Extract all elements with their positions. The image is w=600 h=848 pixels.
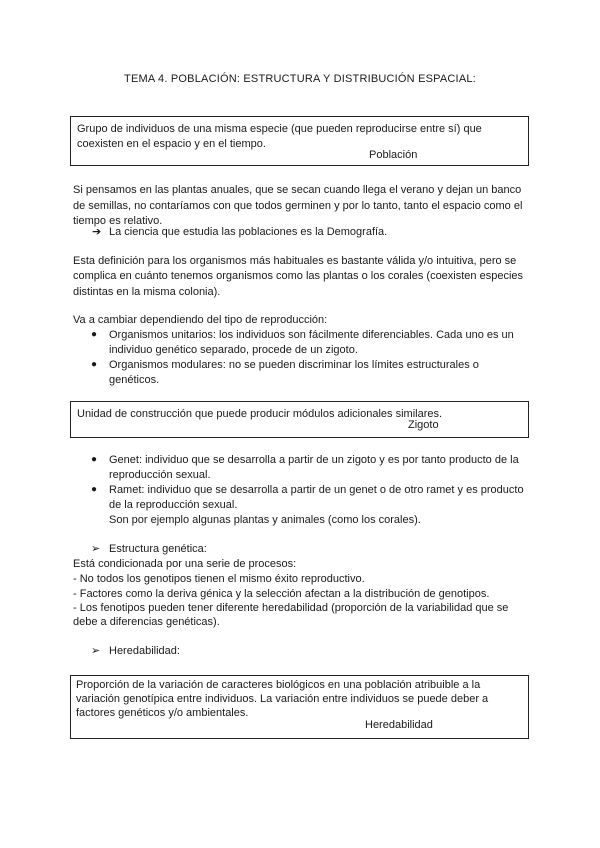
paragraph-line: tiempo es relativo. xyxy=(73,215,163,227)
bullet-text: Ramet: individuo que se desarrolla a partir de un genet o de otro ramet y es producto xyxy=(109,484,524,496)
list-line: - Factores como la deriva génica y la selección afectan a la distribución de genotipos. xyxy=(73,588,490,600)
bullet-text: Genet: individuo que se desarrolla a partir de un zigoto y es por tanto producto de la xyxy=(109,454,519,466)
definition-text: coexisten en el espacio y en el tiempo. xyxy=(77,138,266,150)
definition-text: Grupo de individuos de una misma especie (que pueden reproducirse entre sí) que xyxy=(77,123,482,135)
page-title: TEMA 4. POBLACIÓN: ESTRUCTURA Y DISTRIBUCIÓN ESPACIAL: xyxy=(124,73,476,85)
paragraph-line: Esta definición para los organismos más habituales es bastante válida y/o intuitiva, pero se xyxy=(73,255,517,267)
bullet-text: Organismos unitarios: los individuos son fácilmente diferenciables. Cada uno es un xyxy=(109,329,514,341)
paragraph-line: Si pensamos en las plantas anuales, que se secan cuando llega el verano y dejan un banco xyxy=(73,184,522,196)
definition-term: Heredabilidad xyxy=(365,719,433,731)
arrow-item-text: La ciencia que estudia las poblaciones es la Demografía. xyxy=(109,226,388,238)
definition-box-zigoto xyxy=(70,401,529,438)
arrow-right-icon: ➔ xyxy=(92,226,102,238)
section-heading: Heredabilidad: xyxy=(109,645,180,657)
arrowhead-icon: ➢ xyxy=(91,543,101,555)
bullet-text: genéticos. xyxy=(109,374,160,386)
paragraph-line: distintas en la misma colonia). xyxy=(73,286,221,298)
section-heading: Estructura genética: xyxy=(109,543,207,555)
bullet-text: Son por ejemplo algunas plantas y animales (como los corales). xyxy=(109,514,421,526)
bullet-text: de la reproducción sexual. xyxy=(109,499,238,511)
bullet-icon: ● xyxy=(91,329,98,340)
paragraph-line: complica en cuánto tenemos organismos como las plantas o los corales (coexisten especies xyxy=(73,270,524,282)
bullet-text: reproducción sexual. xyxy=(109,469,211,481)
bullet-text: individuo genético separado, procede de un zigoto. xyxy=(109,344,358,356)
definition-box-heredabilidad xyxy=(70,675,529,739)
definition-text: variación genotípica entre individuos. La variación entre individuos se puede deber a xyxy=(76,693,489,705)
paragraph-line: Está condicionada por una serie de procesos: xyxy=(73,558,297,570)
definition-term: Población xyxy=(369,149,418,161)
definition-text: factores genéticos y/o ambientales. xyxy=(76,707,249,719)
bullet-icon: ● xyxy=(91,454,98,465)
bullet-icon: ● xyxy=(91,484,98,495)
definition-text: Unidad de construcción que puede producir módulos adicionales similares. xyxy=(77,408,443,420)
list-line: - No todos los genotipos tienen el mismo éxito reproductivo. xyxy=(73,573,365,585)
list-line: - Los fenotipos pueden tener diferente heredabilidad (proporción de la variabilidad que se xyxy=(73,602,509,614)
paragraph-line: de semillas, no contaríamos con que todos germinen y por lo tanto, tanto el espacio como el xyxy=(73,200,523,212)
definition-box-poblacion xyxy=(70,116,529,166)
arrowhead-icon: ➢ xyxy=(91,645,101,657)
bullet-text: Organismos modulares: no se pueden discriminar los límites estructurales o xyxy=(109,359,479,371)
list-line: debe a diferencias genéticas). xyxy=(73,616,220,628)
bullet-icon: ● xyxy=(91,359,98,370)
paragraph-line: Va a cambiar dependiendo del tipo de reproducción: xyxy=(73,314,328,326)
definition-text: Proporción de la variación de caracteres biológicos en una población atribuible a la xyxy=(76,679,481,691)
definition-term: Zigoto xyxy=(408,419,439,431)
